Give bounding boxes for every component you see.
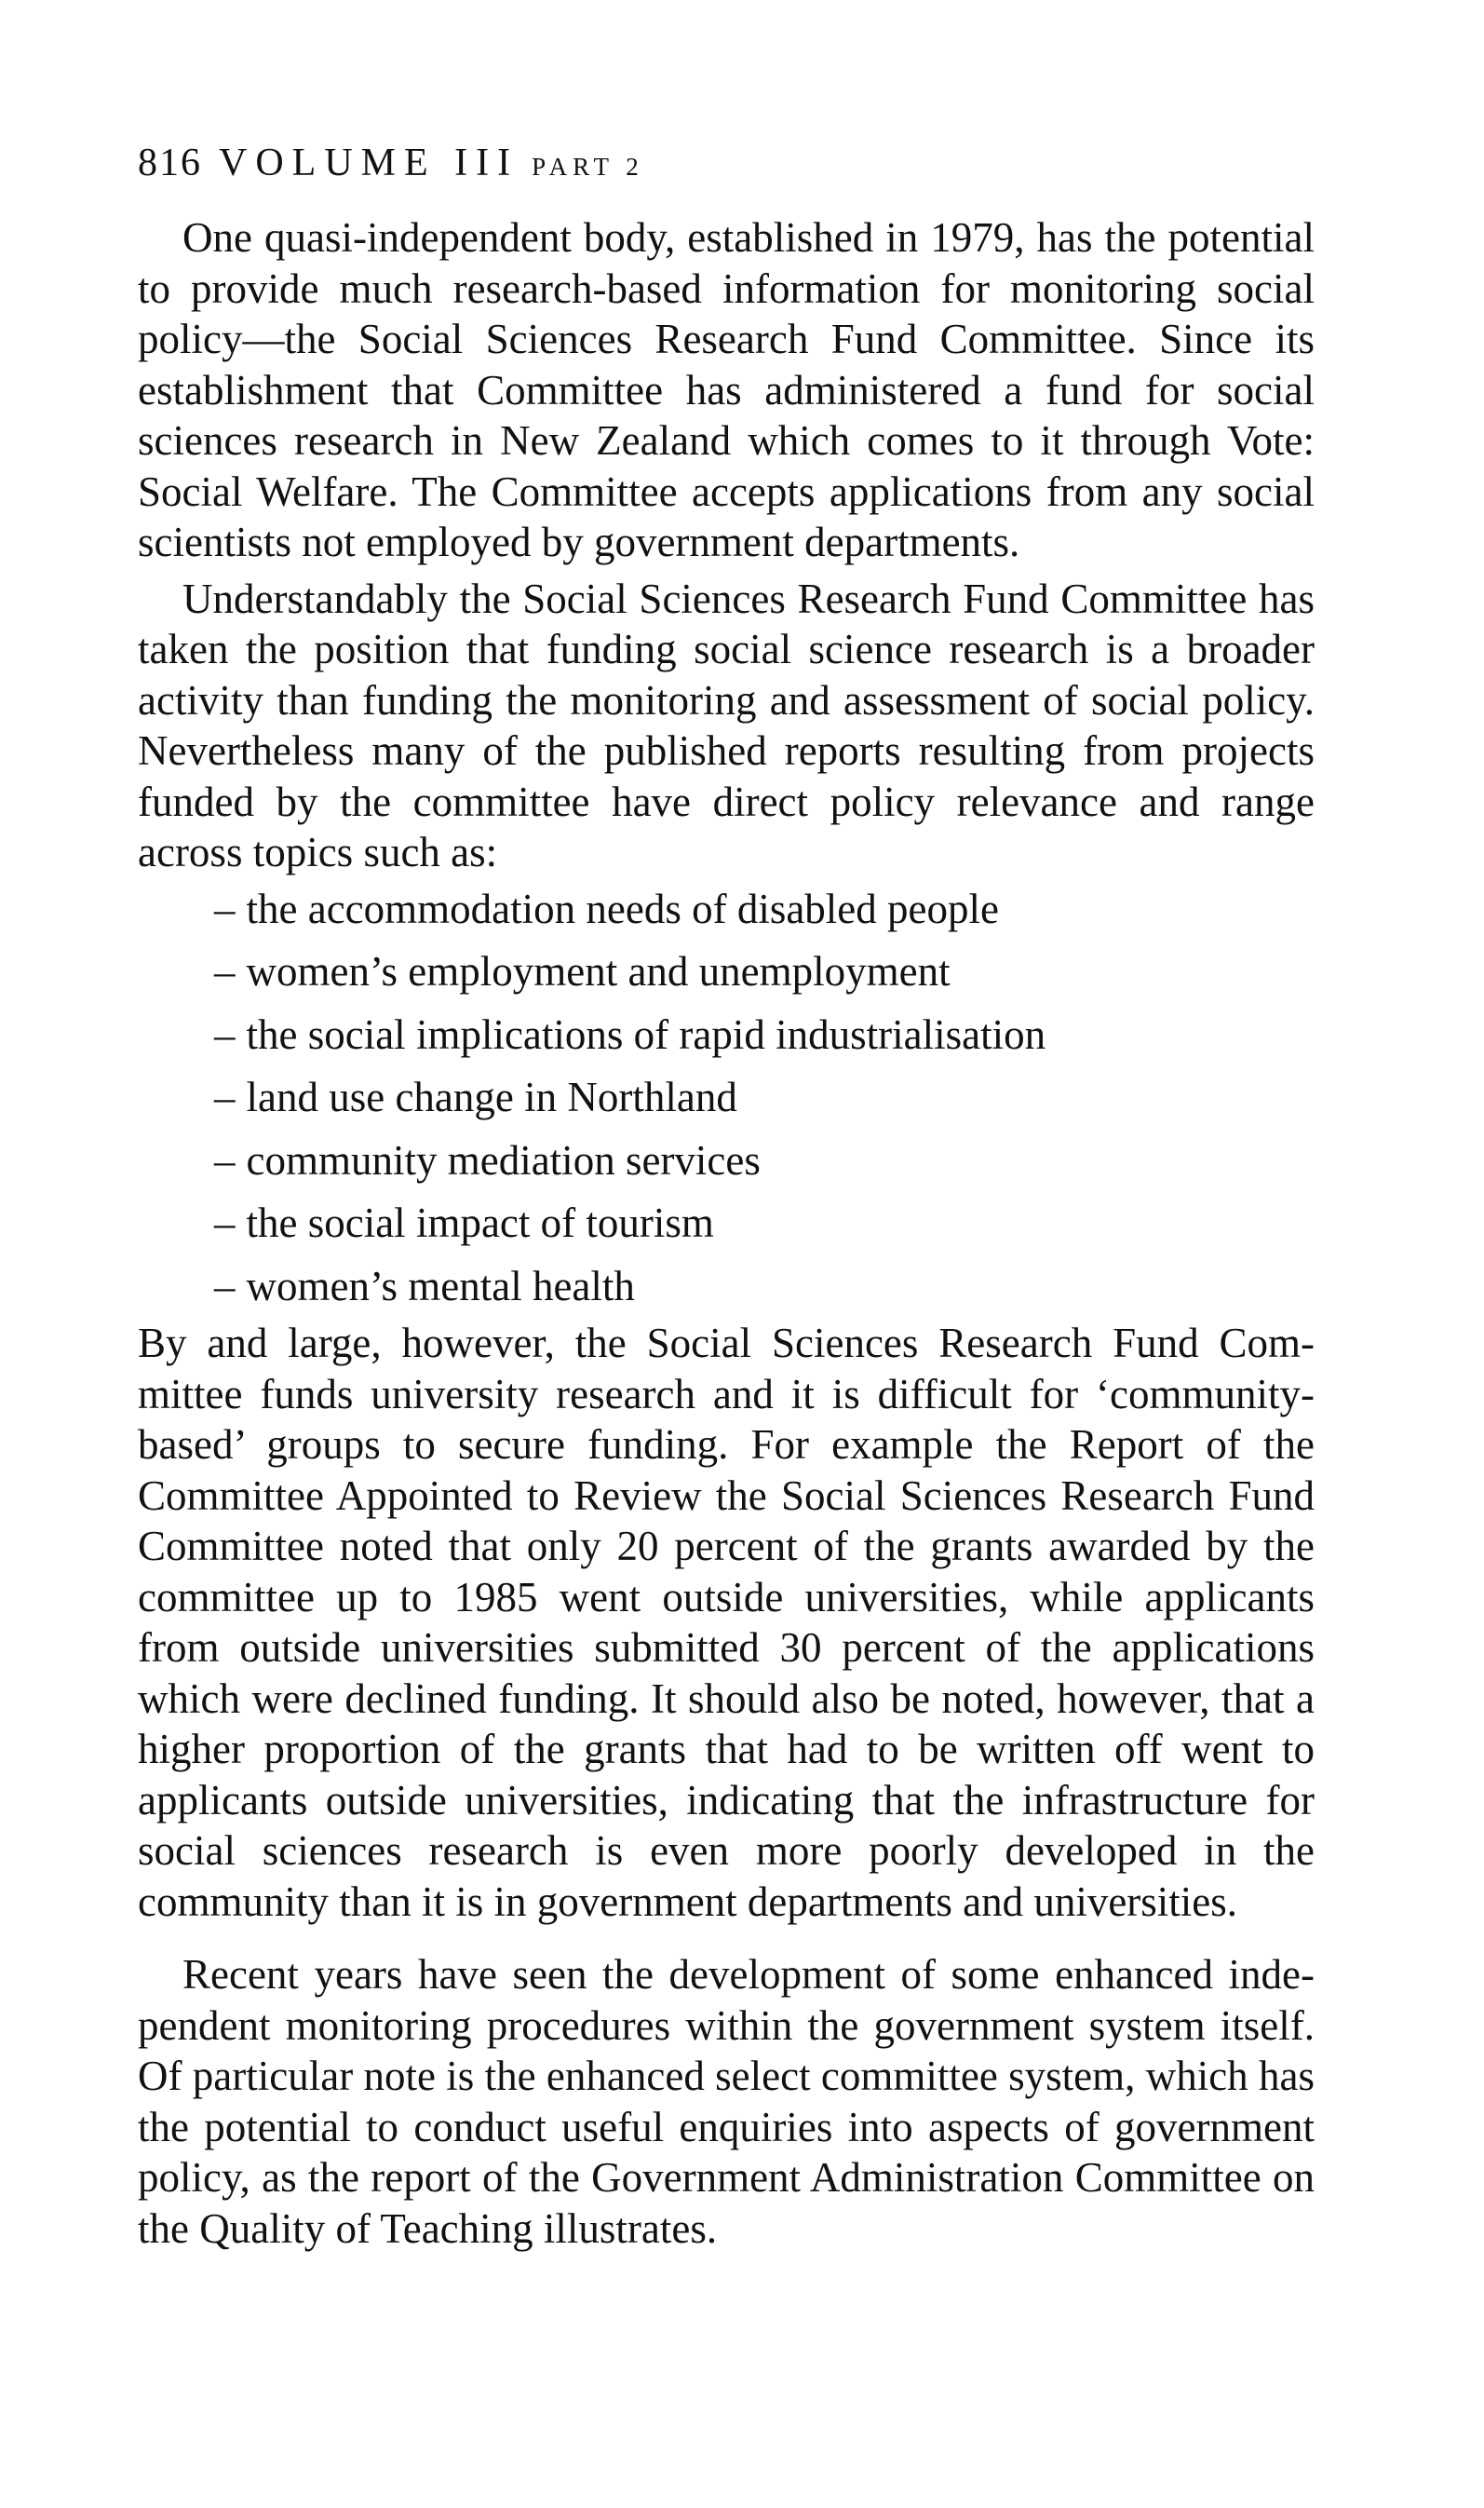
list-item-text: women’s employment and unemployment: [246, 948, 951, 996]
list-dash: –: [214, 1200, 236, 1247]
list-dash: –: [214, 1262, 236, 1309]
list-dash: –: [214, 1136, 236, 1184]
list-dash: –: [214, 1074, 236, 1121]
list-item-text: women’s mental health: [246, 1262, 635, 1309]
paragraph-2: Understandably the Social Sciences Research Fund Committee has taken the position that funding social science research is a broader activity than funding the monitoring and assessment of social policy. Nevertheless many of the published reports resulting from projects funded by the committee have direct policy relevance and range across topics such as:: [138, 575, 1315, 876]
volume-label: VOLUME III: [219, 142, 519, 184]
list-item-text: the social implications of rapid industrialisation: [246, 1010, 1046, 1058]
topics-list: [138, 878, 1315, 1319]
paragraph-1: One quasi-independent body, established in 1979, has the potential to provide much research-based information for monitoring social policy—the Social Sciences Research Fund Committee. Since its establishment that Committee has administered a fund for social sciences research in New Zealand which comes to it through Vote: Social Welfare. The Committee accepts applications from any social scientists not employed by government departments.: [138, 214, 1315, 566]
list-item: [214, 1192, 1315, 1255]
list-item: [214, 1066, 1315, 1130]
page-number: 816: [138, 142, 202, 184]
list-item-text: the social impact of tourism: [246, 1200, 714, 1247]
page: [138, 140, 1315, 2254]
list-dash: –: [214, 948, 236, 996]
running-head: [138, 140, 1315, 186]
list-item-text: land use change in Northland: [246, 1074, 737, 1121]
list-item-text: community mediation services: [246, 1136, 761, 1184]
part-label: PART 2: [532, 153, 644, 181]
list-item-text: the accommodation needs of disabled people: [246, 885, 999, 932]
list-item: [214, 941, 1315, 1004]
list-dash: –: [214, 1010, 236, 1058]
list-dash: –: [214, 885, 236, 932]
list-item: [214, 1004, 1315, 1067]
paragraph-4: Recent years have seen the development of some enhanced independent monitoring procedures within the government system itself. Of particular note is the enhanced select committee system, which has the potential to conduct useful enquiries into aspects of government policy, as the report of the Government Administration Committee on the Quality of Teaching illustrates.: [138, 1951, 1315, 2252]
list-item: [214, 1130, 1315, 1193]
list-item: [214, 878, 1315, 942]
list-item: [214, 1255, 1315, 1319]
paragraph-3: By and large, however, the Social Sciences Research Fund Committee funds university research and it is difficult for ‘community-based’ groups to secure funding. For example the Report of the Committee Appointed to Review the Social Sciences Research Fund Committee noted that only 20 percent of the grants awarded by the committee up to 1985 went outside universities, while applicants from outside universities submitted 30 percent of the applications which were declined funding. It should also be noted, however, that a higher proportion of the grants that had to be written off went to applicants outside universities, indicating that the infrastructure for social sciences research is even more poorly developed in the community than it is in government departments and universities.: [138, 1320, 1315, 1925]
